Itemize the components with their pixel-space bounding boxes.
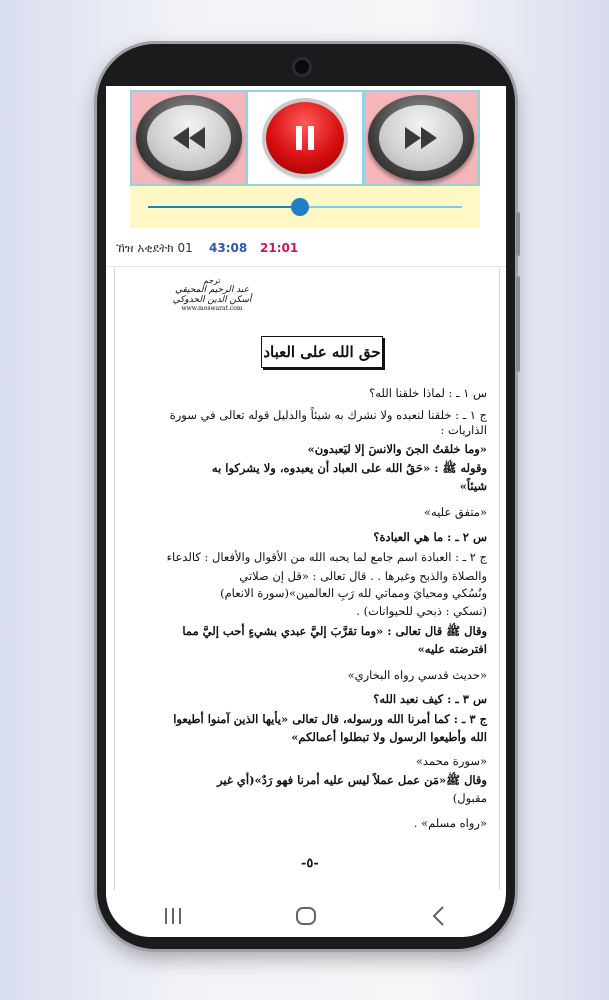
page-text-line: مقبول) <box>452 791 487 805</box>
seek-bar-thumb[interactable] <box>291 198 309 216</box>
fast-forward-icon <box>401 125 441 151</box>
page-text-line: الله وأطيعوا الرسول ولا تبطلوا أعمالكم» <box>291 730 487 744</box>
seek-bar-fill <box>148 206 300 208</box>
track-label: ኸዝ አቂደትክ 01 <box>116 241 193 255</box>
pause-box <box>248 92 361 184</box>
fast-forward-button[interactable] <box>368 95 474 181</box>
page-text-line: ونُسُكي ومحيايَ ومماتي لله رَبِ العالمين»(سورة الانعام) <box>220 586 487 600</box>
signature-stamp <box>157 276 267 320</box>
page-number: -٥- <box>301 856 319 871</box>
system-navigation-bar <box>106 894 506 937</box>
recent-apps-icon <box>162 906 184 926</box>
page-text-line: س ٣ ـ : كيف نعبد الله؟ <box>373 692 487 706</box>
page-text-line: وقال ﷺ«مَن عمل عملاً ليس عليه أمرنا فهو رَدٌ»(أي غير <box>217 773 487 787</box>
pause-button[interactable] <box>266 102 344 174</box>
page-text-line: (نسكي : ذبحي للحيوانات) . <box>356 604 487 618</box>
time-info-bar <box>106 228 506 267</box>
home-icon <box>295 905 317 927</box>
pause-icon <box>290 123 320 153</box>
page-text-line: س ١ ـ : لماذا خلقنا الله؟ <box>369 386 487 400</box>
signature-line3: أسكن الدين الحدوكي <box>172 295 252 305</box>
back-button[interactable] <box>419 901 459 931</box>
page-text-line: «حديث قدسي رواه البخاري» <box>347 668 487 682</box>
page-text-line: س ٢ ـ : ما هي العبادة؟ <box>373 530 487 544</box>
signature-line1: ترجم <box>203 276 221 285</box>
page-text-line: ج ٢ ـ : العبادة اسم جامع لما يحبه الله من الأقوال والأفعال : كالدعاء <box>166 550 487 564</box>
rewind-button[interactable] <box>136 95 242 181</box>
page-text-line: شيئاً» <box>459 479 487 493</box>
page-text-line: «سورة محمد» <box>415 754 487 768</box>
page-text-line: الذاريات : <box>440 423 487 437</box>
signature-line2: عبد الرحيم المحيقي <box>174 285 250 295</box>
forward-box <box>365 92 478 184</box>
page-text-line: ج ٣ ـ : كما أمرنا الله ورسوله، قال تعالى «يأيها الذين آمنوا أطيعوا <box>173 712 487 726</box>
back-icon <box>431 905 447 927</box>
page-text-line: افترضته عليه» <box>417 642 487 656</box>
total-time: 43:08 <box>209 241 248 255</box>
page-text-line: والصلاة والذبح وغيرها . . قال تعالى : «قل إن صلاتي <box>239 569 487 583</box>
rewind-box <box>132 92 245 184</box>
page-title: حق الله على العباد <box>261 336 383 368</box>
signature-url: www.moswarat.com <box>181 305 243 312</box>
page-text-line: ج ١ ـ : خلقنا لنعبده ولا نشرك به شيئاً والدليل قوله تعالى في سورة <box>169 408 487 422</box>
phone-frame <box>97 44 515 949</box>
page-text-line: وقال ﷺ قال تعالى : «وما تقرَّبَ إليَّ عبدي بشيءٍ أحب إليَّ مما <box>182 624 487 638</box>
audio-player-controls <box>130 90 480 186</box>
page-text-line: وقوله ﷺ : «حَقُ الله على العباد أن يعبدوه، ولا يشركوا به <box>211 461 487 475</box>
seek-bar-track[interactable] <box>148 206 462 208</box>
page-text-line: «وما خلقتُ الجنَ والانسَ إلا ليَعبدون» <box>307 442 487 456</box>
book-page <box>114 268 500 890</box>
power-button <box>516 276 520 372</box>
recent-apps-button[interactable] <box>153 901 193 931</box>
rewind-icon <box>169 125 209 151</box>
volume-button <box>516 212 520 256</box>
page-text-line: «رواه مسلم» . <box>413 816 487 830</box>
current-time: 21:01 <box>260 241 299 255</box>
seek-bar-area <box>130 186 480 228</box>
app-screen <box>106 86 506 937</box>
page-text-line: «متفق عليه» <box>423 505 487 519</box>
front-camera <box>295 60 309 74</box>
home-button[interactable] <box>286 901 326 931</box>
